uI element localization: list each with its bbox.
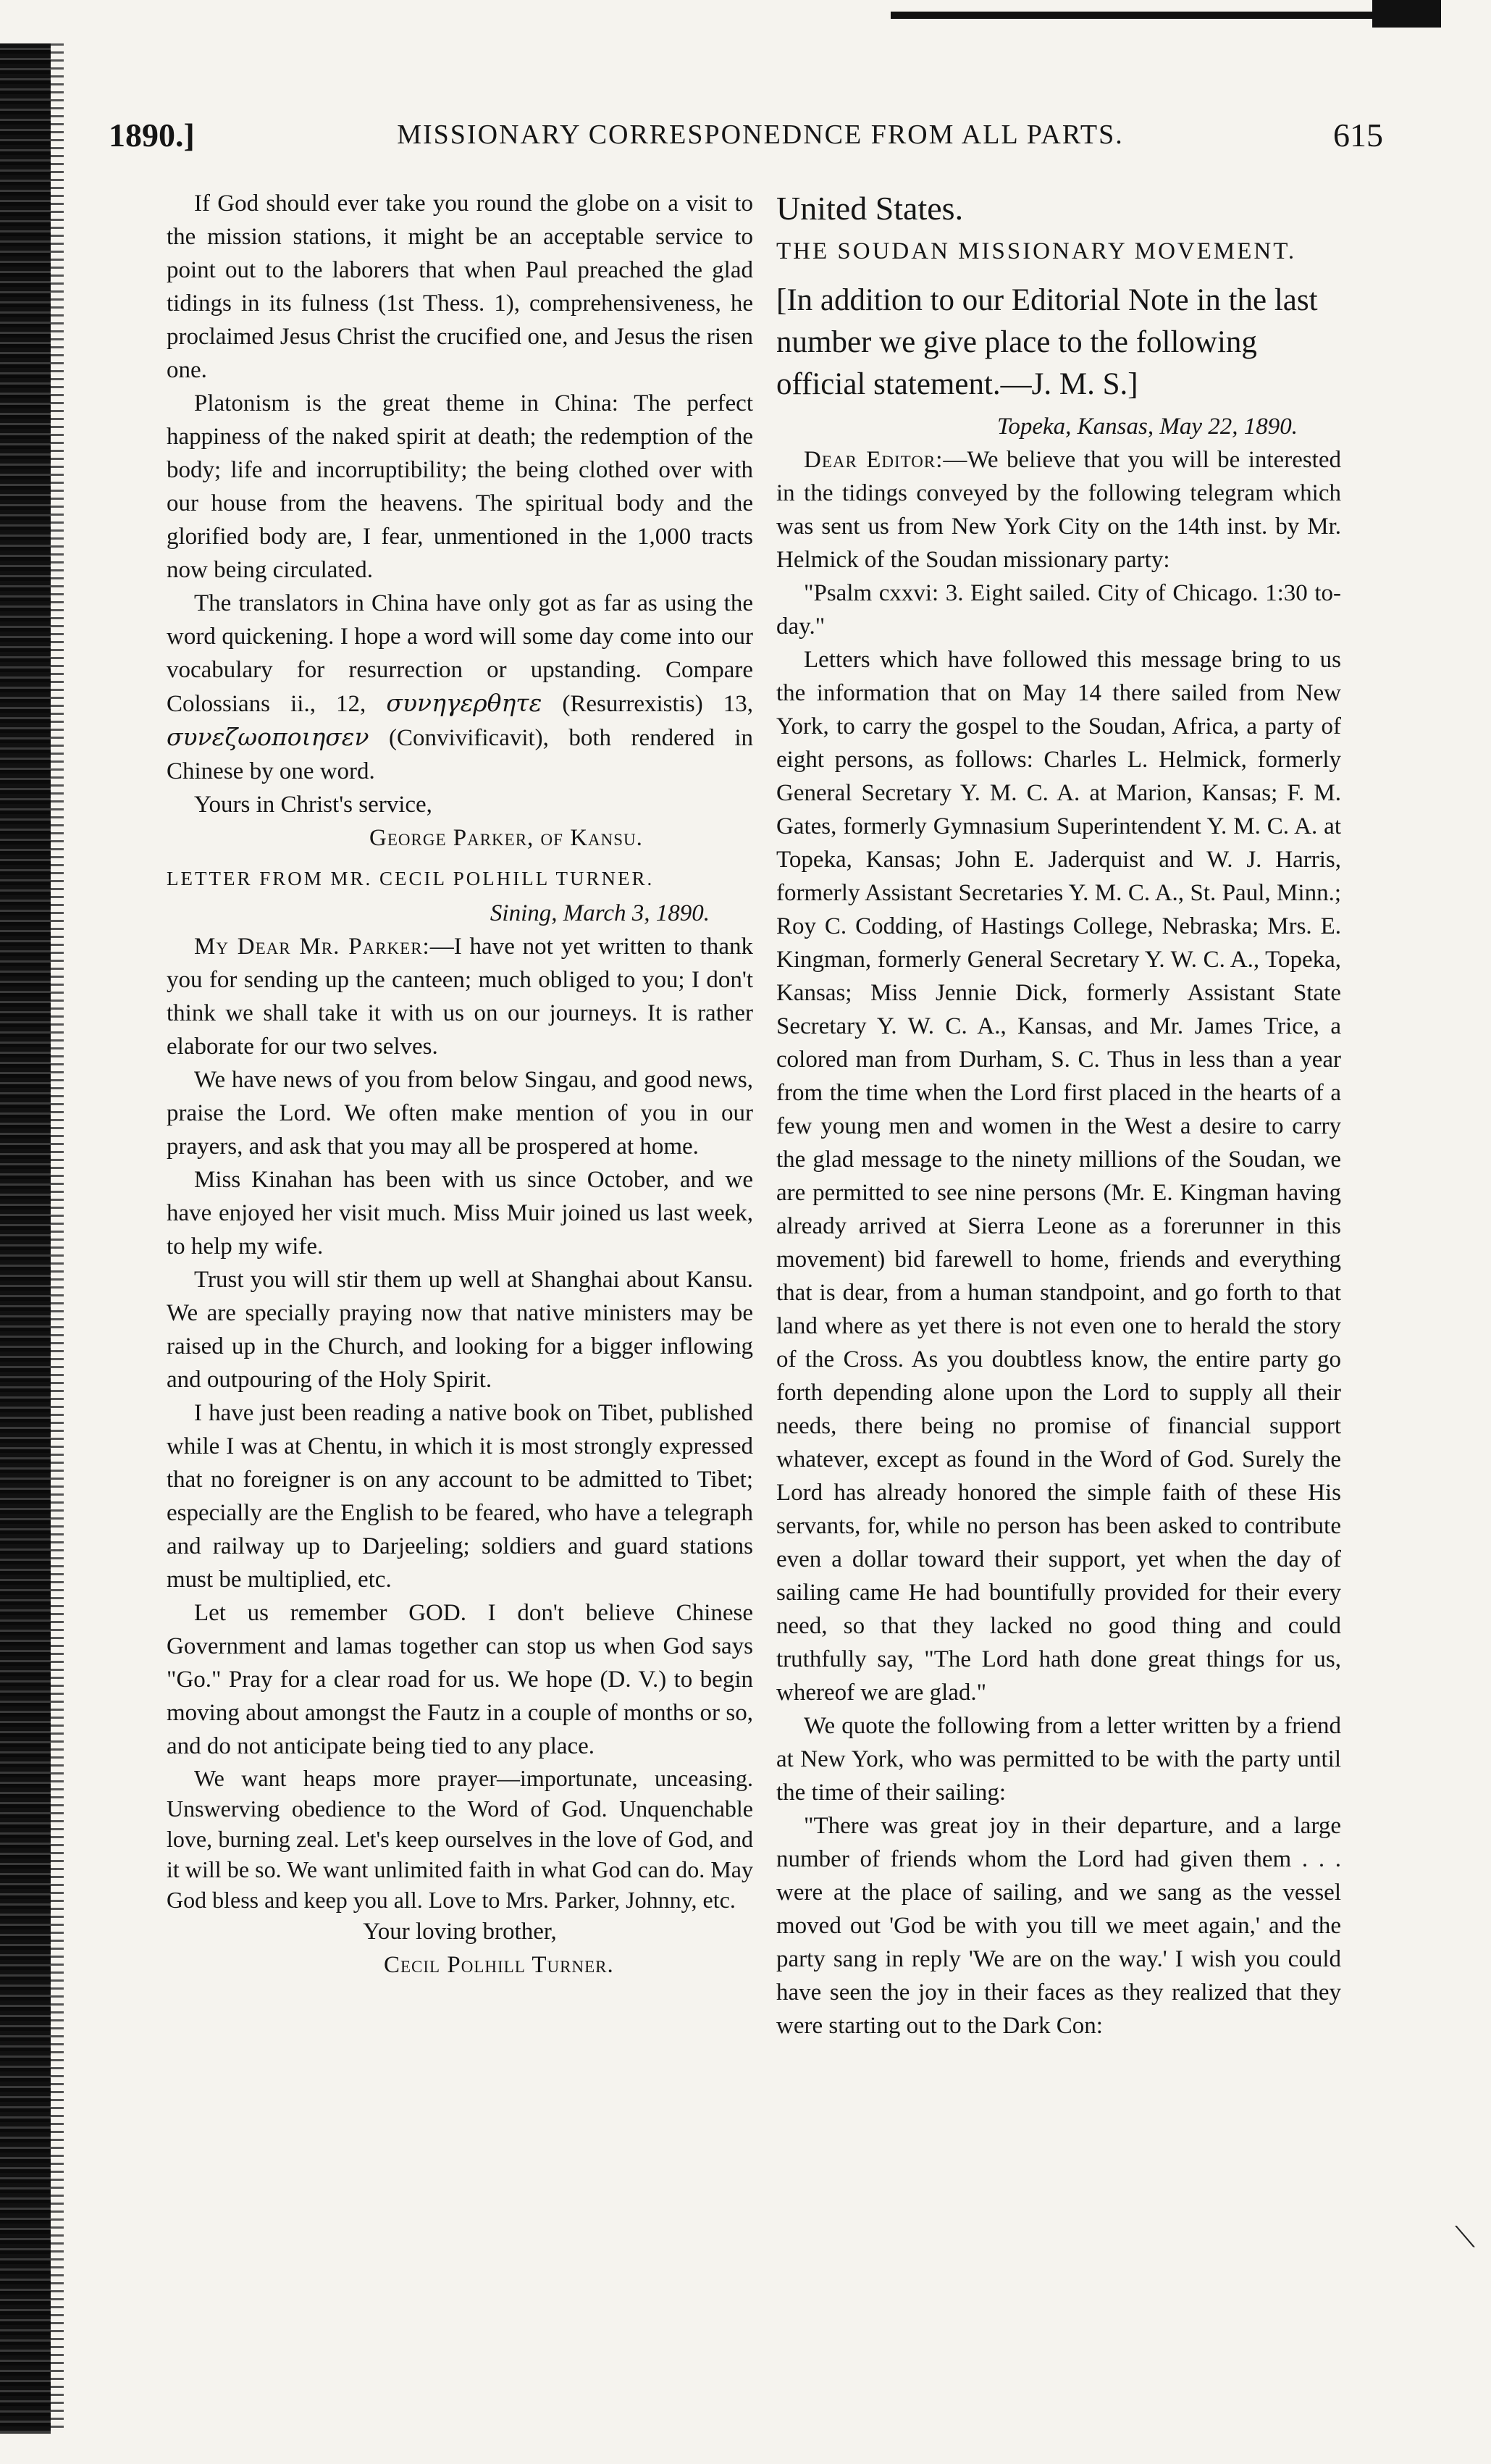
signature: Cecil Polhill Turner. bbox=[384, 1952, 614, 1978]
article-heading: THE SOUDAN MISSIONARY MOVEMENT. bbox=[776, 238, 1297, 264]
paragraph: Trust you will stir them up well at Shanghai about Kansu. We are specially praying now that native ministers may be raised up in the Church, and looking for a bigger inflowing and outpouring of the Holy Spirit. bbox=[167, 1267, 753, 1393]
paragraph-salutation bbox=[167, 930, 753, 1063]
dateline: Topeka, Kansas, May 22, 1890. bbox=[997, 414, 1298, 440]
page-number: 615 bbox=[1333, 117, 1383, 154]
paragraph-compare bbox=[167, 587, 753, 788]
right-column bbox=[776, 187, 1341, 2042]
top-scan-rule bbox=[891, 0, 1441, 28]
scan-mark-icon: ⟍ bbox=[1455, 2221, 1475, 2254]
book-binding-edge bbox=[0, 43, 51, 2434]
paragraph-salutation bbox=[776, 443, 1341, 577]
paragraph-text: (Resurrexistis) 13, bbox=[562, 691, 754, 717]
paragraph-text: —We believe that you will be interested in the tidings conveyed by the following telegram which was sent us from New York City on the 14th inst. by Mr. Helmick of the Soudan missionary party: bbox=[776, 447, 1341, 573]
paragraph: We have news of you from below Singau, and good news, praise the Lord. We often make mention of you in our prayers, and ask that you may all be prospered at home. bbox=[167, 1067, 753, 1160]
paragraph: "There was great joy in their departure, and a large number of friends whom the Lord had given them . . . were at the place of sailing, and we sang as the vessel moved out 'God be with you till we meet again,' and the party sang in reply 'We are on the way.' I wish you could have seen the joy in their faces as they realized that they were starting out to the Dark Con: bbox=[776, 1813, 1341, 2039]
telegram-quote: "Psalm cxxvi: 3. Eight sailed. City of Chicago. 1:30 to-day." bbox=[776, 580, 1341, 640]
page-header bbox=[109, 116, 1412, 167]
paragraph: Letters which have followed this message bring to us the information that on May 14 there sailed from New York, to carry the gospel to the Soudan, Africa, a party of eight persons, as follows: Charles L. Helmick, formerly General Secretary Y. M. C. A. at Marion, Kansas; F. M. Gates, formerly Gymnasium Superintendent Y. M. C. A. at Topeka, Kansas; John E. Jaderquist and W. J. Harris, formerly Assistant Secretaries Y. M. C. A., St. Paul, Minn.; Roy C. Codding, of Hastings College, Nebraska; Mrs. E. Kingman, formerly General Secretary Y. W. C. A., Topeka, Kansas; Miss Jennie Dick, formerly Assistant State Secretary Y. W. C. A., Kansas, and Mr. James Trice, a colored man from Durham, S. C. Thus in less than a year from the time when the Lord first placed in the hearts of a few young men and women in the West a desire to carry the glad message to the ninety millions of the Soudan, we are permitted to see nine persons (Mr. E. Kingman having already arrived at Sierra Leone as a forerunner in this movement) bid farewell to home, friends and everything that is dear, from a human standpoint, and go forth to that land where as yet there is not even one to herald the story of the Cross. As you doubtless know, the entire party go forth depending alone upon the Lord to supply all their needs, there being no promise of financial support whatever, except as found in the Word of God. Surely the Lord has already honored the simple faith of these His servants, for, while no person has been asked to contribute even a dollar toward their support, yet when the day of sailing came He had bountifully provided for their every need, so that they lacked no good thing and could truthfully say, "The Lord hath done great things for us, whereof we are glad." bbox=[776, 647, 1341, 1706]
greek-word: συνηγερθητε bbox=[386, 689, 542, 717]
greek-word: συνεζωοποιησεν bbox=[167, 723, 369, 751]
paragraph: We quote the following from a letter written by a friend at New York, who was permitted to be with the party until the time of their sailing: bbox=[776, 1713, 1341, 1806]
header-year: 1890.] bbox=[109, 117, 195, 154]
dateline: Sining, March 3, 1890. bbox=[490, 900, 710, 926]
signature: George Parker, of Kansu. bbox=[369, 825, 643, 851]
letter-heading: LETTER FROM MR. CECIL POLHILL TURNER. bbox=[167, 868, 655, 889]
section-title: United States. bbox=[776, 190, 964, 227]
paragraph: Let us remember GOD. I don't believe Chinese Government and lamas together can stop us when God says "Go." Pray for a clear road for us. We hope (D. V.) to begin moving about amongst the Fautz in a couple of months or so, and do not anticipate being tied to any place. bbox=[167, 1600, 753, 1759]
salutation: My Dear Mr. Parker: bbox=[194, 934, 430, 960]
paragraph-text: —I have not yet written to thank you for sending up the canteen; much obliged to you; I don't think we shall take it with us on our journeys. It is rather elaborate for our two selves. bbox=[167, 934, 753, 1060]
editor-note: [In addition to our Editorial Note in the last number we give place to the following official statement.—J. M. S.] bbox=[776, 283, 1318, 401]
left-column bbox=[167, 187, 753, 1982]
paragraph-text: The translators in China have only got as far as using the word quickening. I hope a word will some day come into our vocabulary for resurrection or upstanding. Compare Colossians ii., 12, bbox=[167, 590, 753, 717]
paragraph: I have just been reading a native book on Tibet, published while I was at Chentu, in which it is most strongly expressed that no foreigner is on any account to be admitted to Tibet; especially are the English to be feared, who have a telegraph and railway up to Darjeeling; soldiers and guard stations must be multiplied, etc. bbox=[167, 1400, 753, 1593]
closing-line: Your loving brother, bbox=[363, 1919, 557, 1945]
salutation: Dear Editor: bbox=[804, 447, 944, 473]
running-title: MISSIONARY CORRESPONEDNCE FROM ALL PARTS. bbox=[397, 120, 1124, 150]
paragraph: Miss Kinahan has been with us since October, and we have enjoyed her visit much. Miss Muir joined us last week, to help my wife. bbox=[167, 1167, 753, 1260]
closing-line: Yours in Christ's service, bbox=[194, 792, 432, 818]
paragraph: If God should ever take you round the globe on a visit to the mission stations, it might be an acceptable service to point out to the laborers that when Paul preached the glad tidings in its fulness (1st Thess. 1), comprehensiveness, he proclaimed Jesus Christ the crucified one, and Jesus the risen one. bbox=[167, 190, 753, 383]
paragraph: Platonism is the great theme in China: The perfect happiness of the naked spirit at death; the redemption of the body; life and incorruptibility; the being clothed over with our house from the heavens. The spiritual body and the glorified body are, I fear, unmentioned in the 1,000 tracts now being circulated. bbox=[167, 390, 753, 583]
paragraph: We want heaps more prayer—importunate, unceasing. Unswerving obedience to the Word of God. Unquenchable love, burning zeal. Let's keep ourselves in the love of God, and it will be so. We want unlimited faith in what God can do. May God bless and keep you all. Love to Mrs. Parker, Johnny, etc. bbox=[167, 1765, 753, 1913]
paragraph-text: (Convivificavit), both rendered in Chinese by one word. bbox=[167, 725, 754, 784]
